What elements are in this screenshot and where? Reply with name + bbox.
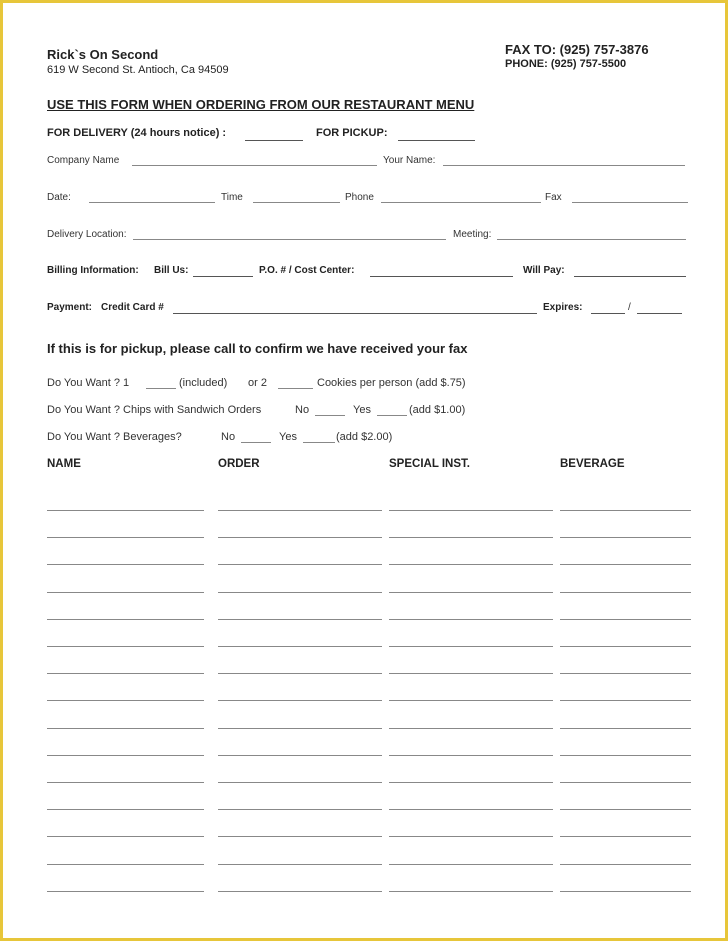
expires-year-field[interactable] (637, 313, 682, 314)
phone-label: Phone (345, 192, 374, 203)
order-row-name-field[interactable] (47, 646, 204, 647)
order-row-special-inst-field[interactable] (389, 592, 553, 593)
order-row-order-field[interactable] (218, 619, 382, 620)
delivery-label: FOR DELIVERY (24 hours notice) : (47, 127, 227, 139)
order-row-special-inst-field[interactable] (389, 809, 553, 810)
order-row-name-field[interactable] (47, 755, 204, 756)
order-row-beverage-field[interactable] (560, 755, 691, 756)
form-title: USE THIS FORM WHEN ORDERING FROM OUR RESTAURANT MENU (47, 97, 475, 112)
date-label: Date: (47, 192, 71, 203)
cookies-two-field[interactable] (278, 388, 313, 389)
cookies-price: Cookies per person (add $.75) (317, 377, 466, 389)
order-row-beverage-field[interactable] (560, 809, 691, 810)
order-row-order-field[interactable] (218, 836, 382, 837)
po-cost-center-label: P.O. # / Cost Center: (259, 265, 355, 276)
order-row-order-field[interactable] (218, 673, 382, 674)
order-row-order-field[interactable] (218, 809, 382, 810)
fax-field[interactable] (572, 202, 688, 203)
expires-month-field[interactable] (591, 313, 625, 314)
chips-yes-label: Yes (353, 404, 371, 416)
order-row-order-field[interactable] (218, 728, 382, 729)
beverages-yes-field[interactable] (303, 442, 335, 443)
order-row-name-field[interactable] (47, 891, 204, 892)
will-pay-field[interactable] (574, 276, 686, 277)
order-row-order-field[interactable] (218, 564, 382, 565)
phone-field[interactable] (381, 202, 541, 203)
order-row-name-field[interactable] (47, 864, 204, 865)
order-row-beverage-field[interactable] (560, 836, 691, 837)
order-row-beverage-field[interactable] (560, 619, 691, 620)
meeting-label: Meeting: (453, 229, 492, 240)
pickup-label: FOR PICKUP: (316, 127, 388, 139)
delivery-field[interactable] (245, 140, 303, 141)
chips-yes-field[interactable] (377, 415, 407, 416)
order-row-beverage-field[interactable] (560, 673, 691, 674)
order-row-special-inst-field[interactable] (389, 564, 553, 565)
beverages-question: Do You Want ? Beverages? (47, 431, 182, 443)
order-row-order-field[interactable] (218, 592, 382, 593)
order-row-special-inst-field[interactable] (389, 864, 553, 865)
time-label: Time (221, 192, 243, 203)
order-row-beverage-field[interactable] (560, 782, 691, 783)
chips-no-label: No (295, 404, 310, 416)
order-row-beverage-field[interactable] (560, 891, 691, 892)
payment-label: Payment: (47, 302, 93, 313)
date-field[interactable] (89, 202, 215, 203)
order-row-order-field[interactable] (218, 646, 382, 647)
business-name: Rick`s On Second (47, 47, 159, 62)
bill-us-field[interactable] (193, 276, 253, 277)
fax-label: Fax (545, 192, 562, 203)
order-row-order-field[interactable] (218, 700, 382, 701)
credit-card-label: Credit Card # (101, 302, 164, 313)
expires-label: Expires: (543, 302, 583, 313)
order-row-beverage-field[interactable] (560, 700, 691, 701)
order-row-order-field[interactable] (218, 755, 382, 756)
order-row-order-field[interactable] (218, 891, 382, 892)
order-row-special-inst-field[interactable] (389, 700, 553, 701)
billing-info-label: Billing Information: (47, 265, 139, 276)
cookies-included: (included) (179, 377, 228, 389)
order-row-special-inst-field[interactable] (389, 891, 553, 892)
meeting-field[interactable] (497, 239, 686, 240)
order-row-beverage-field[interactable] (560, 864, 691, 865)
order-row-order-field[interactable] (218, 782, 382, 783)
chips-question: Do You Want ? Chips with Sandwich Orders (47, 404, 262, 416)
business-address: 619 W Second St. Antioch, Ca 94509 (47, 64, 229, 76)
delivery-location-field[interactable] (133, 239, 446, 240)
beverages-no-label: No (221, 431, 236, 443)
company-name-field[interactable] (132, 165, 377, 166)
order-row-special-inst-field[interactable] (389, 728, 553, 729)
order-row-special-inst-field[interactable] (389, 836, 553, 837)
credit-card-field[interactable] (173, 313, 537, 314)
bill-us-label: Bill Us: (154, 265, 189, 276)
order-row-name-field[interactable] (47, 809, 204, 810)
order-form-page (3, 3, 725, 938)
order-row-order-field[interactable] (218, 510, 382, 511)
column-header-order: ORDER (218, 458, 260, 470)
expires-separator: / (628, 302, 631, 313)
order-row-beverage-field[interactable] (560, 592, 691, 593)
beverages-no-field[interactable] (241, 442, 271, 443)
cookies-one-field[interactable] (146, 388, 176, 389)
delivery-location-label: Delivery Location: (47, 229, 127, 240)
pickup-notice: If this is for pickup, please call to confirm we have received your fax (47, 341, 468, 356)
po-cost-center-field[interactable] (370, 276, 513, 277)
order-row-beverage-field[interactable] (560, 510, 691, 511)
order-row-beverage-field[interactable] (560, 646, 691, 647)
order-row-order-field[interactable] (218, 864, 382, 865)
your-name-label: Your Name: (383, 155, 436, 166)
pickup-field[interactable] (398, 140, 475, 141)
order-row-name-field[interactable] (47, 782, 204, 783)
beverages-price: (add $2.00) (336, 431, 393, 443)
beverages-yes-label: Yes (279, 431, 297, 443)
order-row-name-field[interactable] (47, 537, 204, 538)
phone-number: PHONE: (925) 757-5500 (505, 58, 627, 70)
order-row-name-field[interactable] (47, 728, 204, 729)
time-field[interactable] (253, 202, 340, 203)
order-row-beverage-field[interactable] (560, 728, 691, 729)
order-row-name-field[interactable] (47, 564, 204, 565)
order-row-special-inst-field[interactable] (389, 782, 553, 783)
order-row-name-field[interactable] (47, 619, 204, 620)
order-row-name-field[interactable] (47, 592, 204, 593)
chips-price: (add $1.00) (409, 404, 466, 416)
fax-number: FAX TO: (925) 757-3876 (505, 42, 649, 57)
order-row-special-inst-field[interactable] (389, 673, 553, 674)
column-header-special-inst: SPECIAL INST. (389, 458, 470, 470)
order-row-special-inst-field[interactable] (389, 537, 553, 538)
order-row-special-inst-field[interactable] (389, 619, 553, 620)
chips-no-field[interactable] (315, 415, 345, 416)
order-row-name-field[interactable] (47, 673, 204, 674)
order-row-order-field[interactable] (218, 537, 382, 538)
order-row-special-inst-field[interactable] (389, 646, 553, 647)
order-row-beverage-field[interactable] (560, 537, 691, 538)
order-row-name-field[interactable] (47, 836, 204, 837)
order-row-name-field[interactable] (47, 510, 204, 511)
your-name-field[interactable] (443, 165, 685, 166)
cookies-question: Do You Want ? 1 (47, 377, 130, 389)
order-row-beverage-field[interactable] (560, 564, 691, 565)
order-row-name-field[interactable] (47, 700, 204, 701)
company-name-label: Company Name (47, 155, 120, 166)
order-row-special-inst-field[interactable] (389, 510, 553, 511)
order-row-special-inst-field[interactable] (389, 755, 553, 756)
column-header-beverage: BEVERAGE (560, 458, 625, 470)
will-pay-label: Will Pay: (523, 265, 565, 276)
cookies-or-two: or 2 (248, 377, 267, 389)
column-header-name: NAME (47, 458, 81, 470)
